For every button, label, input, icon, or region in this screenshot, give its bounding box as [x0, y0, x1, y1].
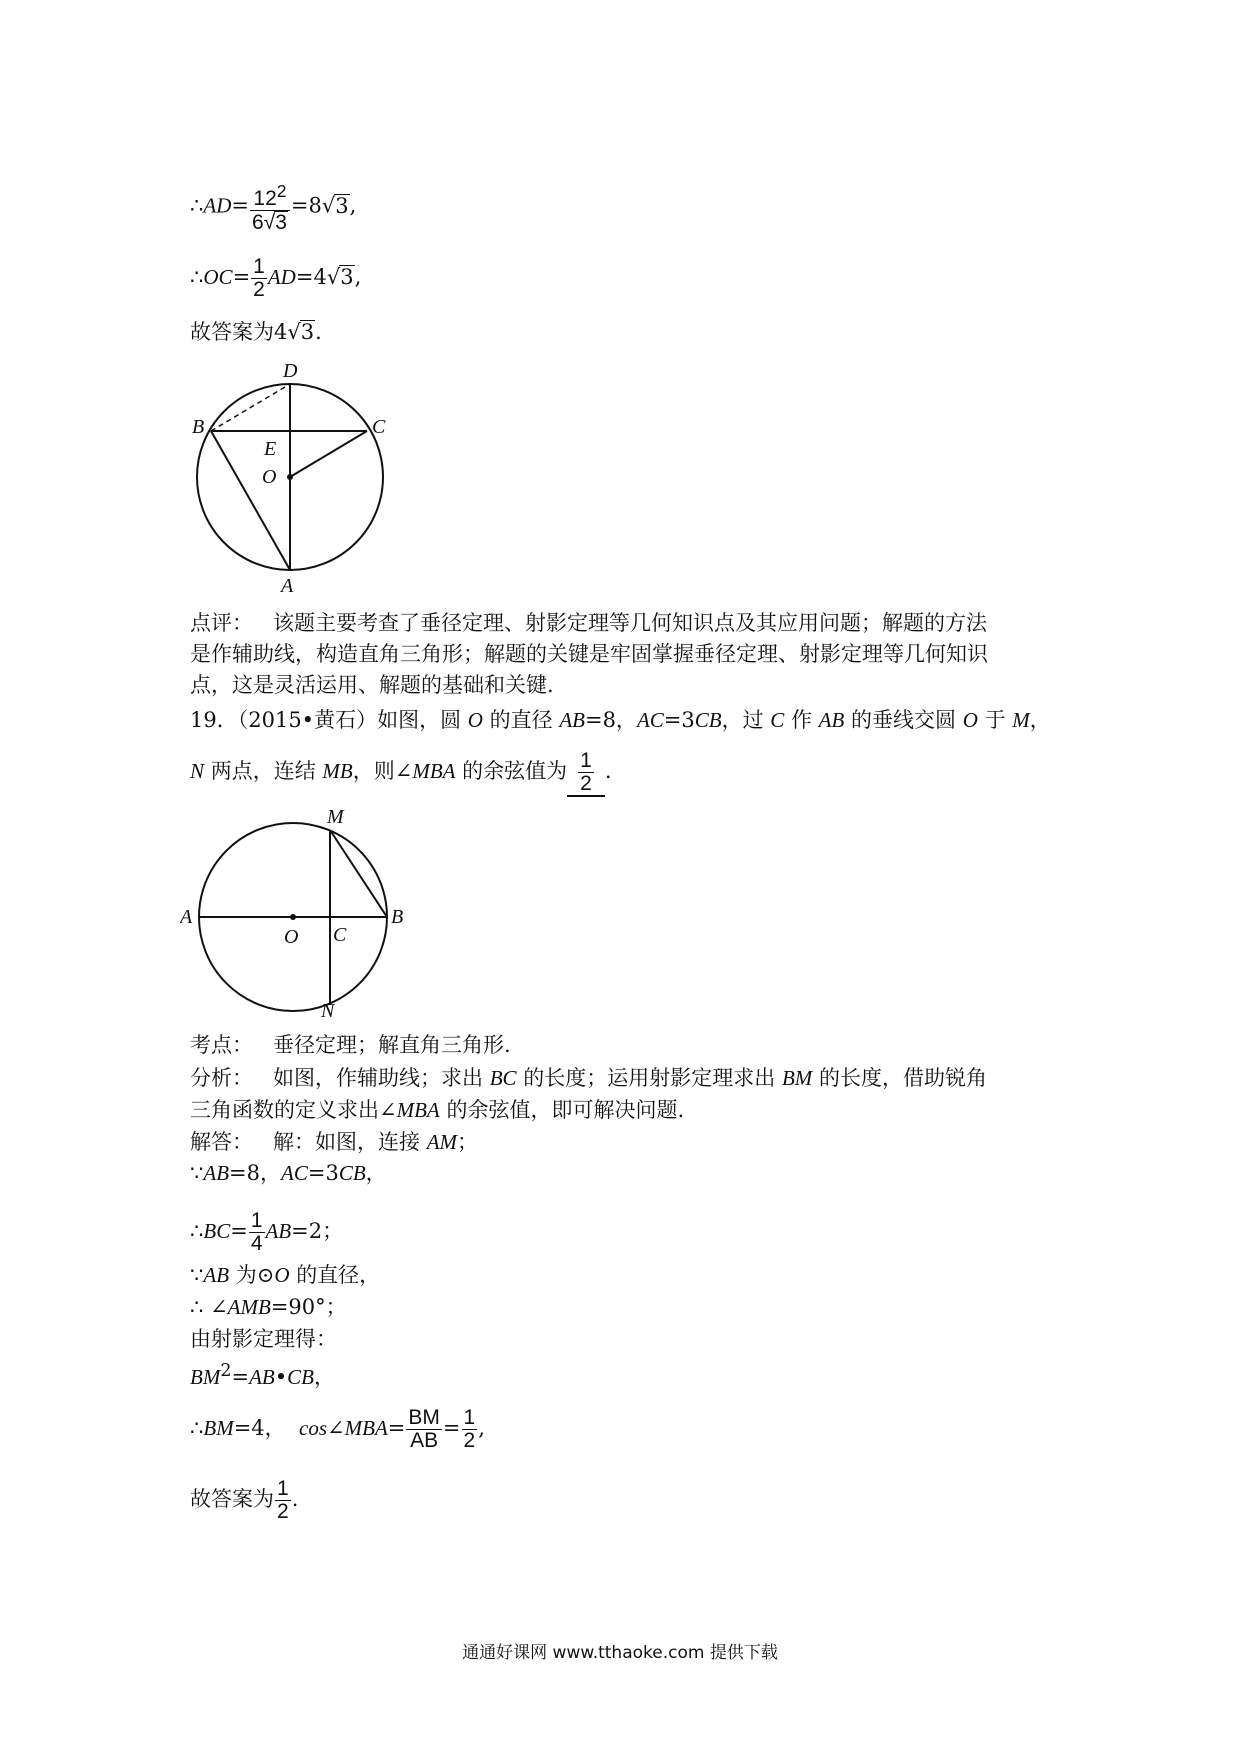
final-answer: 故答案为 $\frac{1}{2}$ .: [190, 1477, 299, 1523]
figure-circle-chord: [180, 355, 400, 595]
review-line-1: 点评： 该题主要考查了垂径定理、射影定理等几何知识点及其应用问题；解题的方法: [190, 611, 988, 635]
answer-blank: $\frac{1}{2}$: [567, 750, 605, 797]
ad-equation: ∴AD= $\frac{12^2}{6√3}$ =8√3,: [190, 181, 357, 234]
label-M: M: [327, 806, 344, 828]
label-D: D: [283, 360, 298, 382]
half-fraction: $\frac{1}{2}$: [253, 255, 265, 301]
fenxi-line-2: 三角函数的定义求出∠MBA 的余弦值，即可解决问题.: [190, 1098, 685, 1122]
label-B2: B: [391, 906, 404, 928]
step-7: ∴BM=4， cos∠MBA= $\frac{BM}{AB}$ = $\frac{1}{2}$ ,: [190, 1406, 485, 1452]
label-C2: C: [333, 924, 347, 946]
question-19-line-1: 19．（2015•黄石）如图，圆 O 的直径 AB=8，AC=3CB，过 C 作 AB 的垂线交圆 O 于 M，: [190, 708, 1051, 732]
label-C: C: [372, 416, 386, 438]
label-N: N: [321, 1000, 335, 1020]
label-B: B: [192, 416, 205, 438]
ad-fraction: $\frac{12^2}{6√3}$: [250, 180, 290, 234]
fenxi-line-1: 分析： 如图，作辅助线；求出 BC 的长度；运用射影定理求出 BM 的长度，借助锐角: [190, 1066, 987, 1090]
label-A2: A: [180, 906, 193, 928]
figure-circle-perpendicular: [180, 805, 410, 1020]
question-19-line-2: N 两点，连结 MB，则∠MBA 的余弦值为 $\frac{1}{2}$ .: [190, 749, 612, 795]
jieda-line: 解答： 解：如图，连接 AM；: [190, 1130, 479, 1154]
label-A: A: [281, 575, 294, 595]
step-5: 由射影定理得：: [190, 1327, 337, 1351]
step-2: ∴BC= $\frac{1}{4}$ AB=2；: [190, 1209, 344, 1255]
step-1: ∵AB=8，AC=3CB，: [190, 1161, 387, 1185]
answer-line-prev: 故答案为4√3.: [190, 320, 322, 344]
review-line-3: 点，这是灵活运用、解题的基础和关键.: [190, 673, 554, 697]
step-3: ∵AB 为⊙O 的直径，: [190, 1263, 381, 1287]
page-footer: 通通好课网 www.tthaoke.com 提供下载: [462, 1643, 778, 1663]
label-O2: O: [284, 926, 299, 948]
label-E: E: [264, 438, 277, 460]
step-6: $BM^2=AB•CB$，: [190, 1361, 335, 1389]
review-line-2: 是作辅助线，构造直角三角形；解题的关键是牢固掌握垂径定理、射影定理等几何知识: [190, 642, 988, 666]
oc-equation: ∴OC= $\frac{1}{2}$ AD=4√3,: [190, 255, 362, 301]
kaodian-line: 考点： 垂径定理；解直角三角形.: [190, 1033, 511, 1057]
label-O: O: [262, 466, 277, 488]
step-4: ∴ ∠AMB=90°；: [190, 1295, 347, 1319]
